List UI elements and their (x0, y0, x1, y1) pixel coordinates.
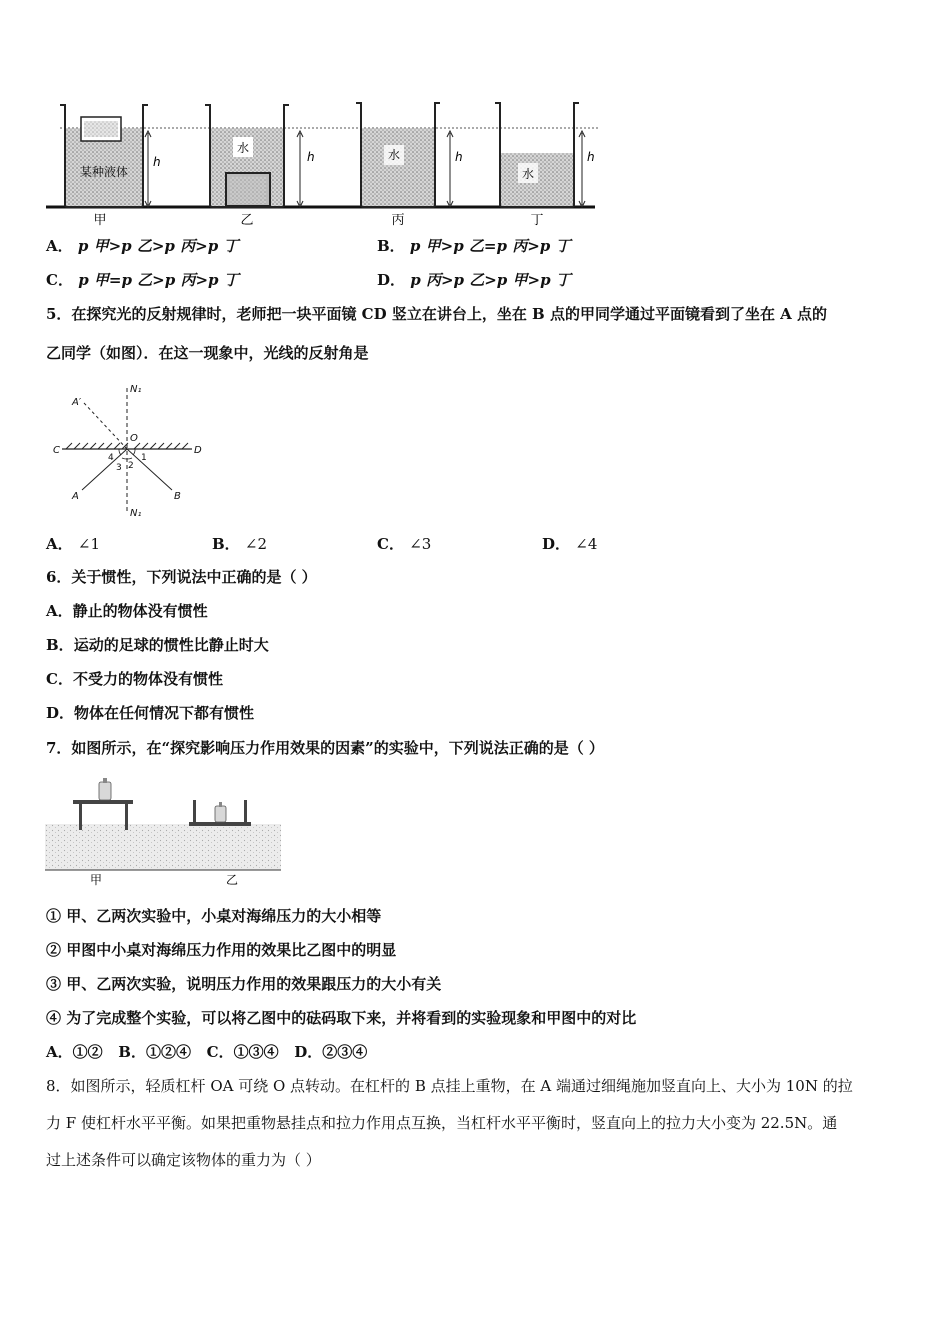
option-letter: D． (542, 535, 571, 553)
angle-label-4: 4 (108, 453, 114, 463)
q6-option-c[interactable] (46, 669, 223, 689)
label-c: C (53, 445, 60, 456)
beaker-jia (60, 105, 148, 207)
q7-statement-4: ④ 为了完成整个实验，可以将乙图中的砝码取下来，并将看到的实验现象和甲图中的对比 (46, 1009, 637, 1027)
q8-stem-line1: 8．如图所示，轻质杠杆 OA 可绕 O 点转动。在杠杆的 B 点挂上重物，在 A 端通过细绳施加竖直向上、大小为 10N 的拉 (46, 1077, 853, 1095)
q7-stem: 7．如图所示，在“探究影响压力作用效果的因素”的实验中，下列说法正确的是（ ） (46, 739, 604, 757)
option-text: ∠2 (244, 535, 268, 553)
option-letter: A． (46, 535, 73, 553)
q8-stem-line2: 力 F 使杠杆水平平衡。如果把重物悬挂点和拉力作用点互换，当杠杆水平平衡时，竖直向上的拉力大小变为 22.5N。通 (46, 1114, 838, 1132)
q6-option-b[interactable] (46, 635, 269, 655)
label-a-prime: A′ (72, 397, 82, 408)
height-marker-yi (297, 131, 315, 207)
height-marker-jia (145, 131, 161, 207)
angle-label-2: 2 (128, 461, 134, 471)
height-label: h (307, 150, 315, 164)
option-letter: C． (377, 535, 404, 553)
height-label: h (153, 155, 161, 169)
beaker-label-bing: 丙 (391, 213, 405, 228)
beaker-label-ding: 丁 (530, 213, 544, 228)
option-letter: B． (377, 237, 405, 255)
height-label: h (455, 150, 463, 164)
q4-option-a[interactable] (46, 236, 238, 256)
q4-option-d[interactable] (377, 270, 571, 290)
option-letter: D． (46, 704, 75, 722)
label-d: D (194, 445, 202, 456)
label-n1-bottom: N₁ (130, 508, 142, 519)
q7-statement-1: ① 甲、乙两次实验中，小桌对海绵压力的大小相等 (46, 907, 382, 925)
q6-stem: 6．关于惯性，下列说法中正确的是（ ） (46, 568, 317, 586)
option-text: ∠4 (575, 535, 598, 553)
option-text: p 甲>p 乙=p 丙>p 丁 (409, 237, 571, 255)
q5-option-c[interactable] (377, 534, 431, 554)
angle-label-1: 1 (141, 453, 147, 463)
option-letter: C． (46, 670, 73, 688)
option-letter: B． (212, 535, 240, 553)
q5-option-b[interactable] (212, 534, 267, 554)
q5-option-d[interactable] (542, 534, 597, 554)
label-o: O (130, 433, 138, 444)
beaker-ding (495, 103, 579, 207)
q5-stem-line2: 乙同学（如图）．在这一现象中，光线的反射角是 (46, 344, 369, 362)
q4-option-b[interactable] (377, 236, 570, 256)
label-n1-top: N₁ (130, 384, 142, 395)
option-text: ∠3 (409, 535, 432, 553)
q7-options[interactable]: A．①② B．①②④ C．①③④ D．②③④ (46, 1043, 368, 1061)
q5-stem-line1: 5．在探究光的反射规律时，老师把一块平面镜 CD 竖立在讲台上，坐在 B 点的甲同学通过平面镜看到了坐在 A 点的 (46, 305, 828, 323)
beaker-label-yi: 乙 (240, 213, 254, 228)
q5-option-a[interactable] (46, 534, 100, 554)
reflection-diagram (50, 378, 210, 523)
angle-label-3: 3 (116, 463, 122, 473)
option-text: 物体在任何情况下都有惯性 (74, 704, 255, 722)
q8-stem-line3: 过上述条件可以确定该物体的重力为（ ） (46, 1151, 321, 1169)
figure-label-jia: 甲 (89, 873, 103, 887)
q7-statement-3: ③ 甲、乙两次实验，说明压力作用的效果跟压力的大小有关 (46, 975, 442, 993)
height-label: h (587, 150, 595, 164)
water-label-bing: 水 (387, 148, 401, 162)
option-letter: B． (46, 636, 74, 654)
liquid-label: 某种液体 (79, 165, 129, 179)
water-label-yi: 水 (236, 141, 250, 155)
beaker-yi (205, 105, 289, 207)
q6-option-d[interactable] (46, 703, 254, 723)
option-text: 不受力的物体没有惯性 (72, 670, 223, 688)
option-text: 静止的物体没有惯性 (72, 602, 208, 620)
option-text: p 丙>p 乙>p 甲>p 丁 (410, 271, 571, 289)
label-b: B (174, 491, 181, 502)
figure-label-yi: 乙 (225, 873, 239, 887)
q4-option-c[interactable] (46, 270, 239, 290)
pressure-experiment-figure (45, 774, 285, 890)
option-letter: C． (46, 271, 73, 289)
height-marker-bing (447, 131, 463, 207)
option-text: p 甲>p 乙>p 丙>p 丁 (77, 237, 239, 255)
height-marker-ding (579, 131, 595, 207)
option-letter: D． (377, 271, 406, 289)
beaker-label-jia: 甲 (93, 213, 107, 228)
q7-statement-2: ② 甲图中小桌对海绵压力作用的效果比乙图中的明显 (46, 941, 397, 959)
table-jia (73, 778, 133, 830)
beaker-bing (356, 103, 440, 207)
option-text: 运动的足球的惯性比静止时大 (73, 636, 269, 654)
beakers-figure (40, 95, 610, 230)
table-yi (189, 800, 251, 826)
option-letter: A． (46, 237, 73, 255)
option-text: ∠1 (77, 535, 100, 553)
option-text: p 甲=p 乙>p 丙>p 丁 (78, 271, 239, 289)
water-label-ding: 水 (521, 167, 535, 181)
q6-option-a[interactable] (46, 601, 208, 621)
label-a: A (72, 491, 79, 502)
option-letter: A． (46, 602, 73, 620)
